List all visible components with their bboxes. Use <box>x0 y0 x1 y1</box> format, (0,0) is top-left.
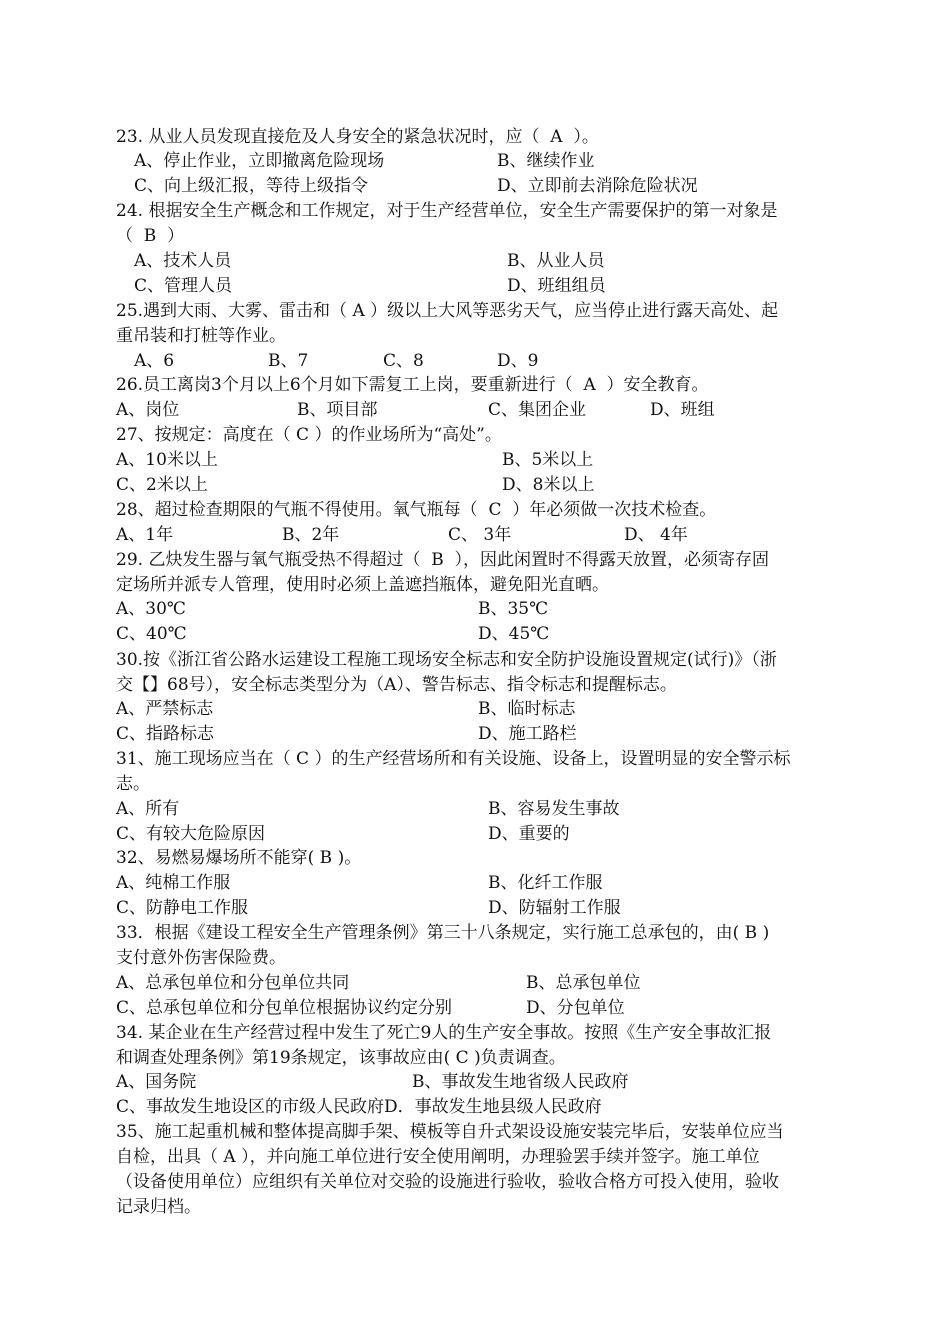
question-text: 和调查处理条例》第19条规定，该事故应由( C )负责调查。 <box>116 1048 566 1068</box>
question-text: 定场所并派专人管理，使用时必须上盖遮挡瓶体，避免阳光直晒。 <box>116 575 609 595</box>
question-text: 26.员工离岗3个月以上6个月如下需复工上岗，要重新进行（ A ）安全教育。 <box>116 375 709 395</box>
option-c: C、防静电工作服 <box>116 898 249 918</box>
option-a: A、所有 <box>116 799 180 819</box>
option-c-d: C、事故发生地设区的市级人民政府D．事故发生地县级人民政府 <box>116 1097 602 1117</box>
question-text: 自检，出具（ A ），并向施工单位进行安全使用阐明，办理验罢手续并签字。施工单位 <box>116 1147 760 1167</box>
question-text: 28、超过检查期限的气瓶不得使用。氧气瓶每（ C ）年必须做一次技术检查。 <box>116 500 717 520</box>
option-b: B、化纤工作服 <box>488 873 603 893</box>
question-text: 31、施工现场应当在（ C ）的生产经营场所和有关设施、设备上，设置明显的安全警示标 <box>116 749 791 769</box>
question-text: 志。 <box>116 774 150 794</box>
option-b: B、5米以上 <box>502 450 594 470</box>
question-text: 32、易燃易爆场所不能穿( B )。 <box>116 848 362 868</box>
question-text: 29. 乙炔发生器与氧气瓶受热不得超过（ B ），因此闲置时不得露天放置，必须寄存固 <box>116 550 770 570</box>
question-text: 24. 根据安全生产概念和工作规定，对于生产经营单位，安全生产需要保护的第一对象是 <box>116 201 778 221</box>
option-b: B、事故发生地省级人民政府 <box>412 1072 629 1092</box>
option-d: D、班组 <box>650 400 715 420</box>
question-text: 交【】68号），安全标志类型分为（A）、警告标志、指令标志和提醒标志。 <box>116 675 677 695</box>
question-text: 记录归档。 <box>116 1197 201 1217</box>
option-c: C、有较大危险原因 <box>116 824 266 844</box>
option-d: D、防辐射工作服 <box>488 898 621 918</box>
question-text: 支付意外伤害保险费。 <box>116 948 286 968</box>
option-d: D、45℃ <box>478 624 550 644</box>
option-c: C、 3年 <box>448 525 512 545</box>
option-d: D、施工路栏 <box>478 724 577 744</box>
option-b: B、7 <box>268 351 309 371</box>
option-a: A、30℃ <box>116 599 186 619</box>
option-c: C、2米以上 <box>116 475 208 495</box>
option-b: B、项目部 <box>297 400 378 420</box>
option-c: C、总承包单位和分包单位根据协议约定分别 <box>116 998 453 1018</box>
question-text: （设备使用单位）应组织有关单位对交验的设施进行验收，验收合格方可投入使用，验收 <box>116 1172 779 1192</box>
question-text: （ B ） <box>116 226 185 246</box>
option-b: B、35℃ <box>478 599 549 619</box>
option-d: D、9 <box>497 351 539 371</box>
option-d: D、重要的 <box>488 824 570 844</box>
option-a: A、岗位 <box>116 400 180 420</box>
question-text: 33．根据《建设工程安全生产管理条例》第三十八条规定，实行施工总承包的，由( B ) <box>116 923 770 943</box>
option-b: B、容易发生事故 <box>488 799 620 819</box>
option-c: C、40℃ <box>116 624 187 644</box>
question-text: 23. 从业人员发现直接危及人身安全的紧急状况时，应（ A ）。 <box>116 127 599 147</box>
option-b: B、继续作业 <box>497 151 595 171</box>
option-a: A、总承包单位和分包单位共同 <box>116 973 350 993</box>
option-a: A、1年 <box>116 525 174 545</box>
option-b: B、2年 <box>282 525 340 545</box>
option-c: C、向上级汇报，等待上级指令 <box>134 176 369 196</box>
option-b: B、从业人员 <box>507 251 605 271</box>
option-b: B、临时标志 <box>478 699 576 719</box>
option-a: A、6 <box>134 351 175 371</box>
question-text: 34. 某企业在生产经营过程中发生了死亡9人的生产安全事故。按照《生产安全事故汇报 <box>116 1023 772 1043</box>
option-b: B、总承包单位 <box>526 973 641 993</box>
option-d: D、分包单位 <box>526 998 625 1018</box>
option-a: A、纯棉工作服 <box>116 873 231 893</box>
option-d: D、立即前去消除危险状况 <box>497 176 698 196</box>
option-a: A、10米以上 <box>116 450 218 470</box>
question-text: 25.遇到大雨、大雾、雷击和（ A ）级以上大风等恶劣天气，应当停止进行露天高处、起 <box>116 301 779 321</box>
option-a: A、国务院 <box>116 1072 197 1092</box>
option-c: C、8 <box>383 351 424 371</box>
option-c: C、集团企业 <box>488 400 587 420</box>
option-d: D、8米以上 <box>502 475 595 495</box>
option-a: A、技术人员 <box>134 251 232 271</box>
question-text: 27、按规定：高度在（ C ）的作业场所为“高处”。 <box>116 425 502 445</box>
option-c: C、管理人员 <box>134 276 233 296</box>
option-d: D、 4年 <box>624 525 688 545</box>
question-text: 30.按《浙江省公路水运建设工程施工现场安全标志和安全防护设施设置规定(试行)》（浙 <box>116 650 777 670</box>
question-text: 35、施工起重机械和整体提高脚手架、模板等自升式架设设施安装完毕后，安装单位应当 <box>116 1122 784 1142</box>
option-c: C、指路标志 <box>116 724 215 744</box>
question-text: 重吊装和打桩等作业。 <box>116 326 286 346</box>
option-d: D、班组组员 <box>507 276 606 296</box>
option-a: A、严禁标志 <box>116 699 214 719</box>
option-a: A、停止作业，立即撤离危险现场 <box>134 151 385 171</box>
